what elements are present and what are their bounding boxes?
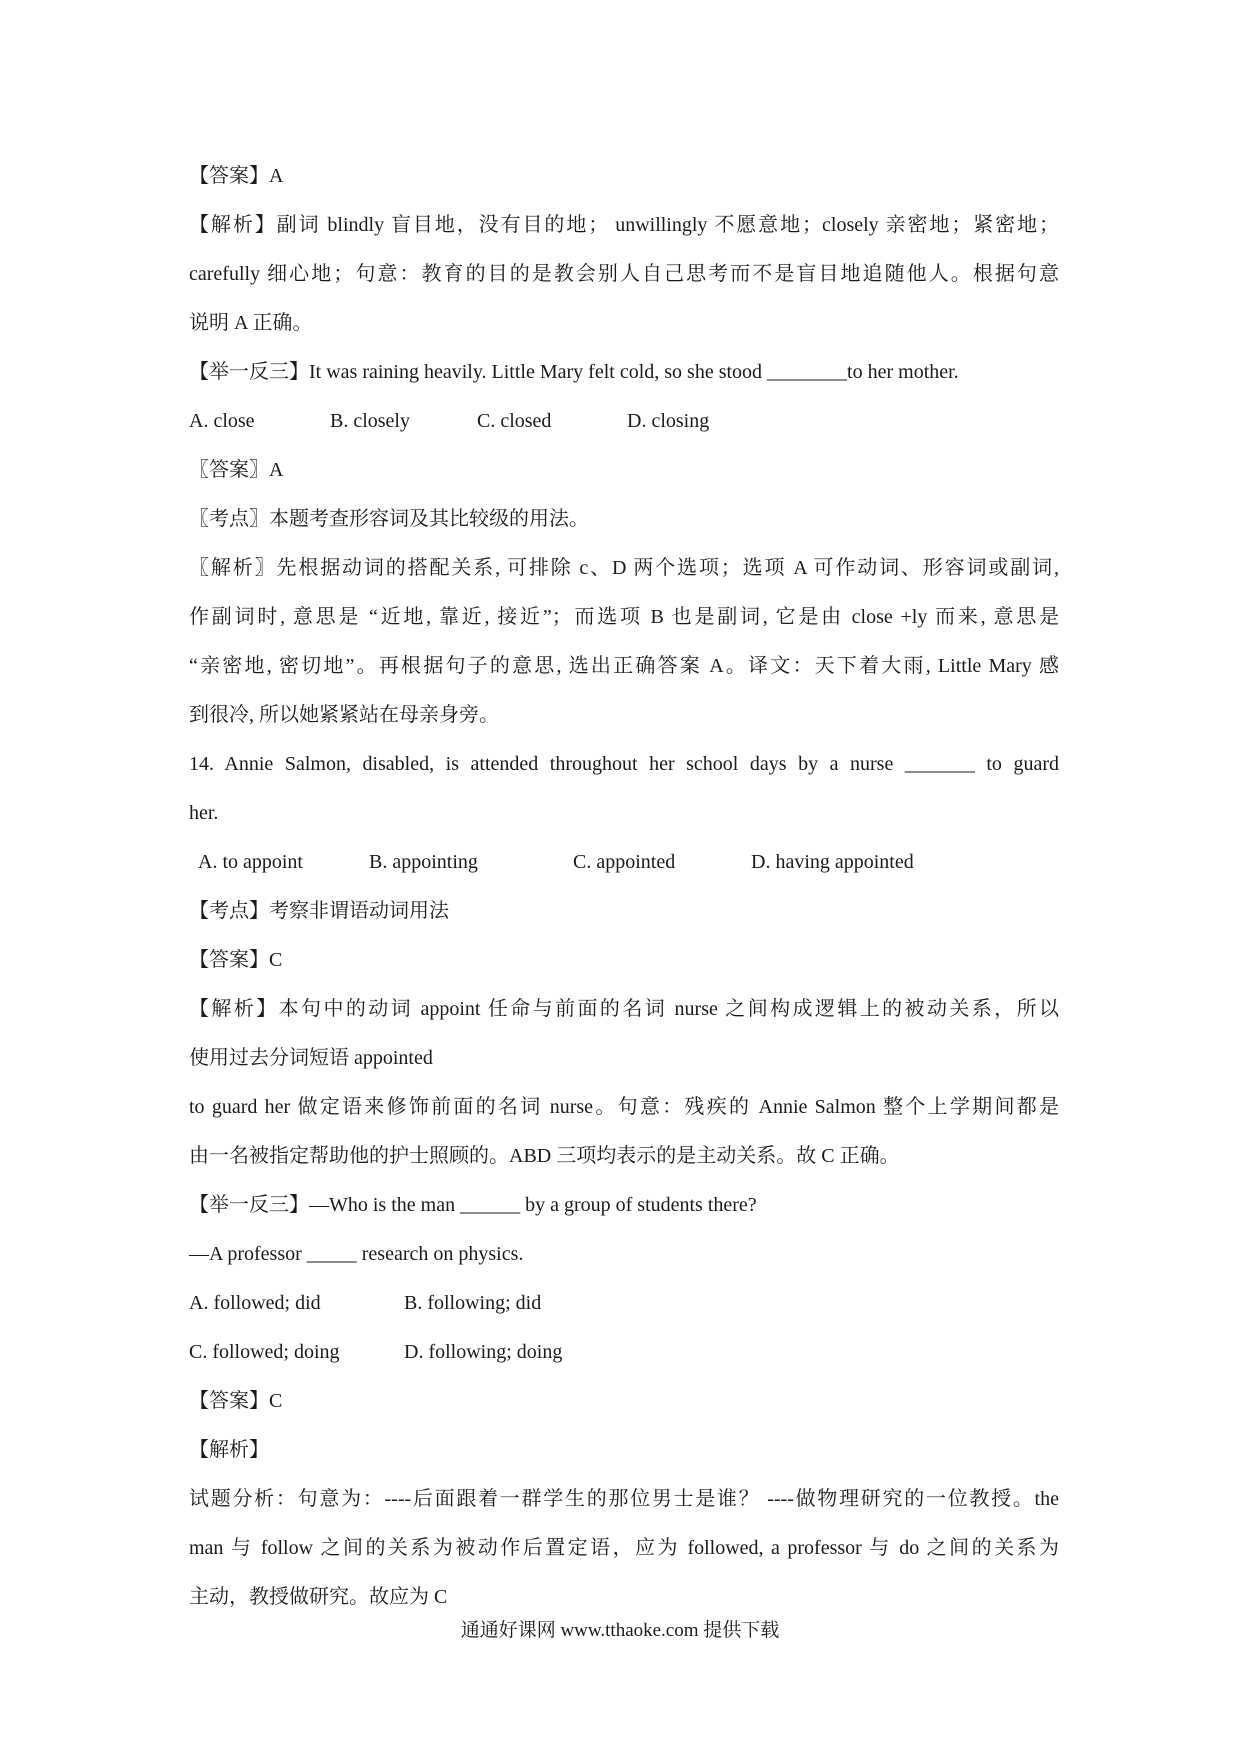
options-row	[189, 1328, 1059, 1377]
knowledge-point: 【考点】考察非谓语动词用法	[189, 900, 449, 922]
explanation-line: carefully 细心地；句意：教育的目的是教会别人自己思考而不是盲目地追随他人。根据句意	[189, 263, 1059, 285]
answer-label: 【答案】C	[189, 949, 283, 971]
explanation-line: 到很冷, 所以她紧紧站在母亲身旁。	[189, 704, 499, 726]
option-c: C. followed; doing	[189, 1341, 340, 1363]
explanation-heading: 【解析】	[189, 1439, 269, 1461]
explanation-line: 由一名被指定帮助他的护士照顾的。ABD 三项均表示的是主动关系。故 C 正确。	[189, 1145, 900, 1167]
explanation-line: 试题分析：句意为：----后面跟着一群学生的那位男士是谁？ ----做物理研究的一位教授。the	[189, 1488, 1059, 1510]
answer-label: 【答案】C	[189, 1390, 283, 1412]
option-a: A. to appoint	[198, 851, 303, 873]
explanation-line: 【解析】副词 blindly 盲目地，没有目的地； unwillingly 不愿意地；closely 亲密地；紧密地；	[189, 214, 1059, 236]
page-footer: 通通好课网 www.tthaoke.com 提供下载	[460, 1620, 780, 1641]
explanation-line: “亲密地, 密切地”。再根据句子的意思, 选出正确答案 A。译文：天下着大雨, Little Mary 感	[189, 655, 1059, 677]
option-d: D. following; doing	[404, 1341, 563, 1363]
question-14-end: her.	[189, 802, 219, 824]
explanation-line: 说明 A 正确。	[189, 312, 313, 334]
question-14: 14. Annie Salmon, disabled, is attended throughout her school days by a nurse _______ to guard	[189, 753, 1059, 775]
option-a: A. close	[189, 410, 255, 432]
options-row	[189, 838, 1059, 887]
knowledge-point: 〖考点〗本题考查形容词及其比较级的用法。	[189, 508, 589, 530]
explanation-line: 【解析】本句中的动词 appoint 任命与前面的名词 nurse 之间构成逻辑上的被动关系，所以	[189, 998, 1059, 1020]
variant-question: 【举一反三】—Who is the man ______ by a group of students there?	[189, 1194, 757, 1216]
option-a: A. followed; did	[189, 1292, 321, 1314]
explanation-line: 〖解析〗先根据动词的搭配关系, 可排除 c、D 两个选项；选项 A 可作动词、形容词或副词,	[189, 557, 1059, 579]
option-b: B. closely	[330, 410, 410, 432]
explanation-line: man 与 follow 之间的关系为被动作后置定语，应为 followed, a professor 与 do 之间的关系为	[189, 1537, 1059, 1559]
options-row	[189, 1279, 1059, 1328]
answer-label: 【答案】A	[189, 165, 284, 187]
option-b: B. following; did	[404, 1292, 542, 1314]
document-body	[189, 152, 1059, 1622]
option-d: D. closing	[627, 410, 710, 432]
explanation-line: 使用过去分词短语 appointed	[189, 1047, 433, 1069]
variant-question: 【举一反三】It was raining heavily. Little Mary felt cold, so she stood ________to her mother.	[189, 361, 959, 383]
variant-question: —A professor _____ research on physics.	[189, 1243, 524, 1265]
explanation-line: 主动，教授做研究。故应为 C	[189, 1586, 448, 1608]
option-d: D. having appointed	[751, 851, 914, 873]
option-c: C. closed	[477, 410, 552, 432]
answer-label: 〖答案〗A	[189, 459, 284, 481]
explanation-line: 作副词时, 意思是 “近地, 靠近, 接近”；而选项 B 也是副词, 它是由 close +ly 而来, 意思是	[189, 606, 1059, 628]
options-row	[189, 397, 1059, 446]
option-c: C. appointed	[573, 851, 676, 873]
option-b: B. appointing	[369, 851, 478, 873]
explanation-line: to guard her 做定语来修饰前面的名词 nurse。句意：残疾的 Annie Salmon 整个上学期间都是	[189, 1096, 1059, 1118]
